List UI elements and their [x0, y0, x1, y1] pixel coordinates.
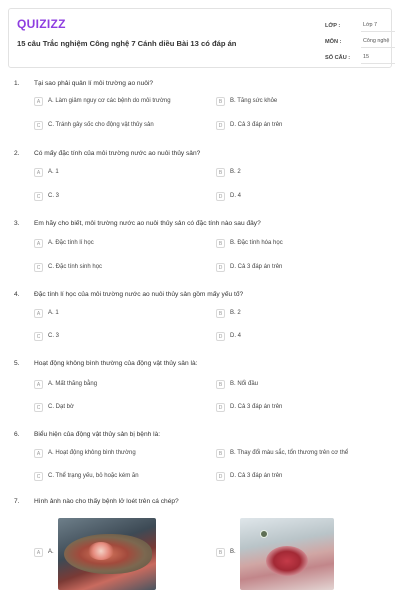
- option-text: A.: [48, 549, 54, 555]
- option-letter-box: B: [216, 548, 225, 557]
- option-text: B. 2: [230, 169, 241, 175]
- option-letter-box: D: [216, 192, 225, 201]
- question-text: Tại sao phải quản lí môi trường ao nuôi?: [34, 80, 154, 87]
- option-letter-box: B: [216, 239, 225, 248]
- option-letter-box: D: [216, 403, 225, 412]
- option-letter-box: C: [34, 192, 43, 201]
- option-text: C. Tránh gây sốc cho động vật thủy sản: [48, 122, 154, 128]
- option-text: B. Tăng sức khỏe: [230, 98, 278, 104]
- option-text: A. 1: [48, 169, 59, 175]
- fish-mouth: [266, 546, 308, 576]
- option-letter-box: A: [34, 380, 43, 389]
- option-letter-box: C: [34, 403, 43, 412]
- option-letter-box: B: [216, 380, 225, 389]
- ulcer-spot: [88, 542, 114, 560]
- option-text: B.: [230, 549, 236, 555]
- fish-mouth-image-b: [240, 518, 334, 590]
- worksheet-header: [8, 8, 392, 68]
- option-text: C. Thể trạng yếu, bỏ hoặc kém ăn: [48, 473, 139, 479]
- meta-value: Lớp 7: [361, 21, 395, 32]
- option-text: D. 4: [230, 333, 242, 339]
- question-number: 7.: [14, 498, 20, 505]
- option-text: D. Cả 3 đáp án trên: [230, 404, 283, 410]
- question-text: Có mấy đặc tính của môi trường nước ao nuôi thủy sản?: [34, 150, 201, 157]
- option-text: C. 3: [48, 193, 60, 199]
- question-number: 4.: [14, 291, 20, 298]
- option-text: A. Làm giảm nguy cơ các bệnh do môi trường: [48, 98, 171, 104]
- option-text: B. Đặc tính hóa học: [230, 240, 283, 246]
- option-letter-box: D: [216, 121, 225, 130]
- option-text: D. Cả 3 đáp án trên: [230, 122, 283, 128]
- question-text: Hoạt động không bình thường của động vật thủy sản là:: [34, 360, 198, 367]
- option-text: A. Đặc tính lí học: [48, 240, 94, 246]
- option-text: D. 4: [230, 193, 242, 199]
- option-letter-box: D: [216, 332, 225, 341]
- option-letter-box: A: [34, 239, 43, 248]
- option-text: B. Thay đổi màu sắc, tổn thương trên cơ thể: [230, 450, 349, 456]
- fish-eye: [260, 530, 268, 538]
- question-text: Biểu hiện của động vật thủy sản bị bệnh là:: [34, 431, 161, 438]
- option-text: B. 2: [230, 310, 241, 316]
- option-letter-box: D: [216, 472, 225, 481]
- option-letter-box: C: [34, 121, 43, 130]
- option-text: A. 1: [48, 310, 59, 316]
- meta-label: SỐ CÂU :: [325, 55, 351, 61]
- option-text: A. Hoạt động không bình thường: [48, 450, 136, 456]
- option-letter-box: B: [216, 309, 225, 318]
- option-text: C. 3: [48, 333, 60, 339]
- option-text: C. Đặc tính sinh học: [48, 264, 103, 270]
- option-letter-box: B: [216, 97, 225, 106]
- question-number: 1.: [14, 80, 20, 87]
- option-text: A. Mất thăng bằng: [48, 381, 98, 387]
- question-number: 3.: [14, 220, 20, 227]
- option-text: C. Dạt bờ: [48, 404, 74, 410]
- diseased-carp-image-a: [58, 518, 156, 590]
- worksheet-title: 15 câu Trắc nghiệm Công nghệ 7 Cánh diều Bài 13 có đáp án: [17, 39, 237, 48]
- meta-value: Công nghệ: [361, 37, 395, 48]
- option-letter-box: D: [216, 263, 225, 272]
- question-number: 5.: [14, 360, 20, 367]
- question-number: 6.: [14, 431, 20, 438]
- question-number: 2.: [14, 150, 20, 157]
- question-text: Đặc tính lí học của môi trường nước ao nuôi thủy sản gồm mấy yếu tố?: [34, 291, 244, 298]
- meta-label: LỚP :: [325, 23, 341, 29]
- option-letter-box: C: [34, 472, 43, 481]
- option-letter-box: A: [34, 309, 43, 318]
- option-text: D. Cả 3 đáp án trên: [230, 473, 283, 479]
- option-letter-box: A: [34, 97, 43, 106]
- option-text: B. Nổi đầu: [230, 381, 259, 387]
- option-letter-box: A: [34, 449, 43, 458]
- option-letter-box: B: [216, 168, 225, 177]
- question-text: Em hãy cho biết, môi trường nước ao nuôi thủy sản có đặc tính nào sau đây?: [34, 220, 261, 227]
- option-letter-box: A: [34, 548, 43, 557]
- quizizz-logo: QUIZIZZ: [17, 17, 66, 31]
- meta-value: 15: [361, 53, 395, 64]
- option-letter-box: C: [34, 263, 43, 272]
- option-letter-box: C: [34, 332, 43, 341]
- option-text: D. Cả 3 đáp án trên: [230, 264, 283, 270]
- option-letter-box: A: [34, 168, 43, 177]
- question-text: Hình ảnh nào cho thấy bệnh lở loét trên cá chép?: [34, 498, 179, 505]
- option-letter-box: B: [216, 449, 225, 458]
- meta-label: MÔN :: [325, 39, 342, 45]
